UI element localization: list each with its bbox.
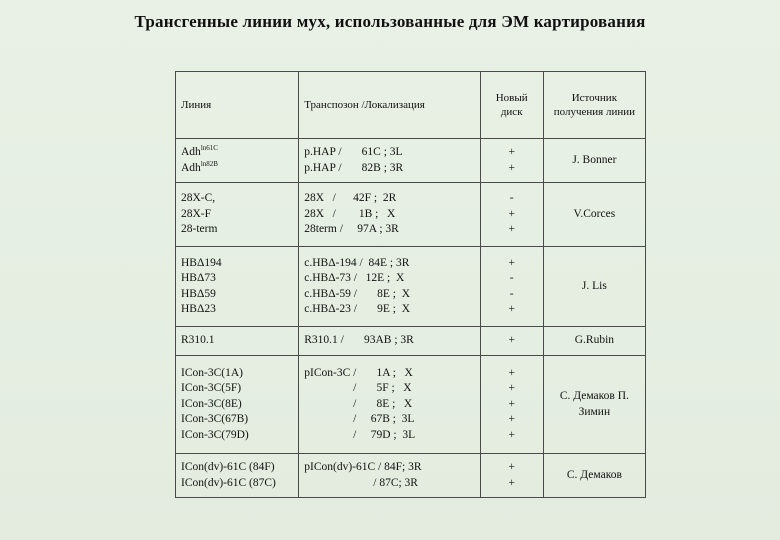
- transposon-entry: pICon(dv)-61C / 84F; 3R: [304, 461, 422, 473]
- line-name: ICon(dv)-61C (84F): [181, 461, 275, 473]
- line-name: 28X-F: [181, 207, 212, 220]
- table-row: [176, 247, 646, 327]
- transposon-entry: c.HBΔ-73 / 12E ; X: [304, 272, 405, 284]
- source-text: С. Демаков П. Зимин: [559, 390, 629, 418]
- header-line: Линия: [176, 72, 299, 139]
- transposon-entry: / 87C; 3R: [304, 476, 418, 489]
- line-name: ICon-3C(5F): [181, 382, 242, 395]
- line-name: Adh$^{ln61C}$: [181, 144, 218, 158]
- transgenic-lines-table: [175, 71, 646, 498]
- transposon-entry: / 5F ; X: [304, 382, 412, 395]
- sign: +: [508, 413, 515, 426]
- header-new-disk: Новый диск: [480, 72, 543, 139]
- new-disk-cell: [480, 247, 543, 327]
- line-cell: [176, 356, 299, 454]
- new-disk-cell: [480, 139, 543, 183]
- sign: +: [508, 207, 515, 220]
- transposon-cell: [299, 183, 480, 247]
- sign: +: [508, 334, 515, 347]
- line-cell: [176, 139, 299, 183]
- line-cell: [176, 327, 299, 356]
- sign: -: [509, 272, 514, 284]
- line-name: R310.1: [181, 334, 215, 347]
- transposon-entry: 28X / 1B ; X: [304, 207, 396, 220]
- line-name: 28X-C,: [181, 192, 216, 205]
- table-row: [176, 183, 646, 247]
- table-row: [176, 454, 646, 498]
- sign: +: [508, 476, 515, 489]
- table-row: [176, 327, 646, 356]
- sign: +: [508, 303, 515, 315]
- transposon-cell: [299, 454, 480, 498]
- new-disk-cell: [480, 327, 543, 356]
- transposon-entry: / 67B ; 3L: [304, 413, 415, 426]
- transposon-cell: [299, 327, 480, 356]
- sign: +: [508, 382, 515, 395]
- transposon-entry: p.HAP / 61C ; 3L: [304, 146, 403, 158]
- line-name: ICon-3C(1A): [181, 366, 243, 379]
- transposon-entry: / 79D ; 3L: [304, 428, 416, 441]
- source-cell: J. Lis: [543, 247, 645, 327]
- new-disk-cell: [480, 454, 543, 498]
- sign: +: [508, 256, 515, 269]
- line-name: HBΔ73: [181, 272, 216, 284]
- page-title: Трансгенные линии мух, использованные для ЭМ картирования: [134, 12, 646, 31]
- source-cell: J. Bonner: [543, 139, 645, 183]
- line-cell: [176, 247, 299, 327]
- line-name: HBΔ23: [181, 303, 216, 315]
- sign: -: [509, 192, 514, 205]
- header-source: Источник получения линии: [543, 72, 645, 139]
- transposon-cell: [299, 139, 480, 183]
- transposon-cell: [299, 247, 480, 327]
- transposon-entry: c.HBΔ-59 / 8E ; X: [304, 287, 411, 300]
- transposon-cell: [299, 356, 480, 454]
- line-name: Adh$^{ln82B}$: [181, 159, 218, 174]
- table-row: [176, 356, 646, 454]
- new-disk-cell: [480, 183, 543, 247]
- line-name: HBΔ194: [181, 256, 222, 269]
- table-row: [176, 139, 646, 183]
- line-name: ICon-3C(67B): [181, 413, 249, 426]
- sign: +: [508, 397, 515, 410]
- source-cell: V.Corces: [543, 183, 645, 247]
- line-name: ICon-3C(8E): [181, 397, 242, 410]
- line-cell: [176, 454, 299, 498]
- sign: +: [508, 146, 515, 158]
- transposon-entry: 28X / 42F ; 2R: [304, 192, 397, 205]
- line-name: ICon(dv)-61C (87C): [181, 476, 276, 489]
- transposon-entry: p.HAP / 82B ; 3R: [304, 161, 404, 174]
- table-header-row: [176, 72, 646, 139]
- sign: +: [508, 366, 515, 379]
- new-disk-cell: [480, 356, 543, 454]
- source-cell: С. Демаков: [543, 454, 645, 498]
- line-name: 28-term: [181, 223, 218, 236]
- sign: +: [508, 161, 515, 174]
- line-cell: [176, 183, 299, 247]
- transposon-entry: / 8E ; X: [304, 397, 413, 410]
- transposon-entry: c.HBΔ-23 / 9E ; X: [304, 303, 411, 315]
- source-cell: [543, 356, 645, 454]
- sign: -: [509, 287, 514, 300]
- line-name: HBΔ59: [181, 287, 216, 300]
- sign: +: [508, 428, 515, 441]
- source-cell: G.Rubin: [543, 327, 645, 356]
- transposon-entry: 28term / 97A ; 3R: [304, 223, 399, 236]
- header-transposon: Транспозон /Локализация: [299, 72, 480, 139]
- line-name: ICon-3C(79D): [181, 428, 249, 441]
- transposon-entry: pICon-3C / 1A ; X: [304, 366, 413, 379]
- transposon-entry: R310.1 / 93AB ; 3R: [304, 334, 414, 347]
- sign: +: [508, 461, 515, 473]
- sign: +: [508, 223, 515, 236]
- transposon-entry: c.HBΔ-194 / 84E ; 3R: [304, 256, 410, 269]
